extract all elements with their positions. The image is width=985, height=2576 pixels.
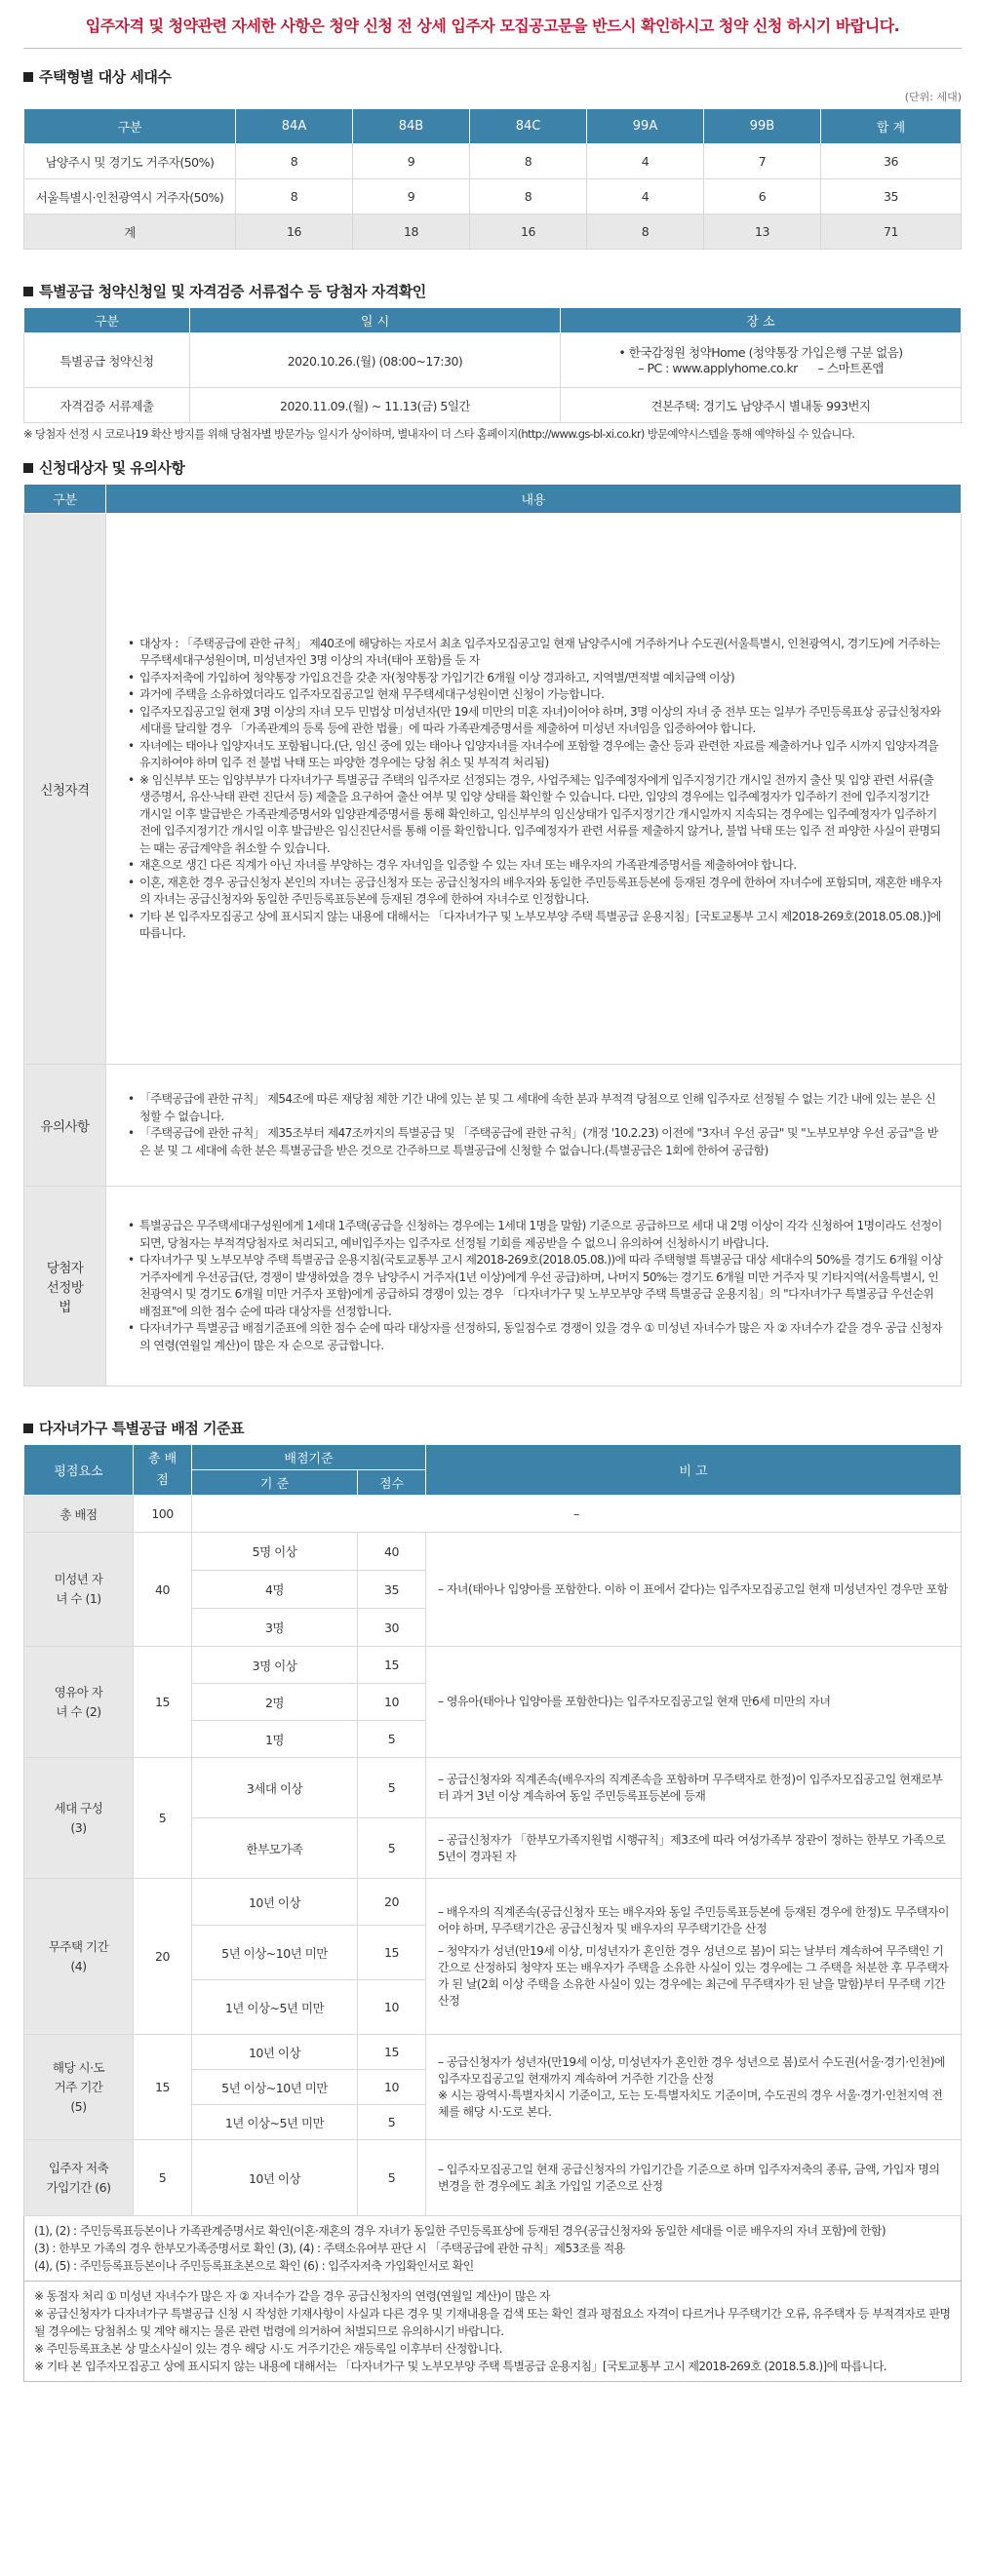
cell: 10년 이상 [192, 1879, 358, 1926]
square-bullet-icon [23, 463, 33, 473]
remark-cell [426, 2035, 962, 2140]
column-header: 내용 [106, 485, 962, 514]
footnote: ※ 주민등록표초본 상 말소사실이 있는 경우 해당 시·도 거주기간은 재등록일 이후부터 산정합니다. [34, 2342, 502, 2356]
cell: 견본주택: 경기도 남양주시 별내동 993번지 [561, 388, 962, 423]
section-title-text: 특별공급 청약신청일 및 자격검증 서류접수 등 당첨자 자격확인 [39, 283, 426, 300]
content-cell [106, 514, 962, 1065]
row-label [24, 1187, 106, 1386]
footnote: (1), (2) : 주민등록표등본이나 가족관계증명서로 확인(이혼·재혼의 경우 자녀가 동일한 주민등록표상에 등재된 경우(공급신청자와 동일한 세대를 이룬 배우자의 자녀 포함)에 한함) [34, 2224, 886, 2238]
factor-text: 영유아 자녀 수 (2) [54, 1684, 103, 1719]
table-row [24, 1496, 962, 1533]
cell: 2명 [192, 1684, 358, 1721]
cell: 8 [236, 144, 353, 179]
cell: 4명 [192, 1571, 358, 1609]
square-bullet-icon [23, 72, 33, 82]
column-header: 합 계 [821, 109, 962, 144]
pc-link[interactable]: – PC : www.applyhome.co.kr [638, 360, 798, 375]
square-bullet-icon [23, 1424, 33, 1433]
table-row [24, 144, 962, 179]
list-item: • 다자녀가구 특별공급 배점기준표에 의한 점수 순에 따라 대상자를 선정하되, 동일점수로 경쟁이 있을 경우 ① 미성년 자녀수가 많은 자 ② 자녀수가 같을 경우 공급 신청자의 연령(연월일 계산)이 많은 자 순으로 공급합니다. [128, 1320, 943, 1354]
remark-line: ※ 시는 광역시·특별자치시 기준이고, 도는 도·특별자치도 기준이며, 수도권의 경우 서울·경기·인천지역 전체를 해당 시·도로 본다. [438, 2088, 943, 2119]
table-header [24, 109, 962, 144]
cell: 20 [358, 1879, 426, 1926]
cell: 15 [358, 1926, 426, 1980]
footnote: ※ 동점자 처리 ① 미성년 자녀수가 많은 자 ② 자녀수가 같을 경우 공급신청자의 연령(연월일 계산)이 많은 자 [34, 2289, 551, 2303]
row-label: 유의사항 [24, 1065, 106, 1187]
cell: 5 [358, 2105, 426, 2140]
table-row [24, 2035, 962, 2070]
factor-cell [24, 1879, 134, 2035]
schedule-table [23, 307, 962, 423]
column-header: 배점기준 [192, 1445, 426, 1470]
covid-note: ※ 당첨자 선정 시 코로나19 확산 방지를 위해 당첨자별 방문가능 일시가 상이하며, 별내자이 더 스타 홈페이지(http://www.gs-bl-xi.co.kr) 방문예약시스템을 통해 예약하실 수 있습니다. [23, 427, 855, 441]
table-header [24, 308, 962, 333]
cell: 1년 이상~5년 미만 [192, 1980, 358, 2035]
cell: 15 [358, 1647, 426, 1684]
table-header [24, 485, 962, 514]
table-total-row [24, 215, 962, 250]
cell: 5 [358, 1818, 426, 1879]
top-notice: 입주자격 및 청약관련 자세한 사항은 청약 신청 전 상세 입주자 모집공고문을 반드시 확인하시고 청약 신청 하시기 바랍니다. [85, 17, 900, 35]
table-row [24, 1533, 962, 1571]
factor-text: 세대 구성 (3) [54, 1800, 103, 1835]
column-header: 99B [704, 109, 821, 144]
square-bullet-icon [23, 287, 33, 296]
factor-text: 입주자 저축 가입기간 (6) [46, 2160, 111, 2195]
cell: 한부모가족 [192, 1818, 358, 1879]
column-header: 구분 [24, 308, 190, 333]
footnote: (4), (5) : 주민등록표등본이나 주민등록표초본으로 확인 (6) : 입주자저축 가입확인서로 확인 [34, 2259, 474, 2273]
cell: 3명 이상 [192, 1647, 358, 1684]
cell: 16 [470, 215, 587, 250]
cell: 35 [821, 179, 962, 215]
section-title [23, 66, 962, 87]
section-title [23, 1418, 962, 1438]
cell: 18 [353, 215, 470, 250]
cell: 10 [358, 1684, 426, 1721]
column-header: 구분 [24, 485, 106, 514]
list-item: • 자녀에는 태아나 입양자녀도 포함됩니다.(단, 임신 중에 있는 태아나 입양자녀를 자녀수에 포함할 경우에는 출산 등과 관련한 자료를 제출하거나 입주 시까지 입양자격을 유지하여야 하며 입주 전 불법 낙태 또는 파양한 경우에는 당첨 취소 및 부적격 처리됨) [128, 738, 943, 772]
cell: 특별공급 청약신청 [24, 333, 190, 388]
factor-cell: 총 배점 [24, 1496, 134, 1533]
place-cell [561, 333, 962, 388]
cell: 5 [358, 1721, 426, 1758]
cell: 9 [353, 144, 470, 179]
factor-text: 미성년 자녀 수 (1) [54, 1572, 103, 1606]
place-line: • 한국감정원 청약Home (청약통장 가입은행 구분 없음) [618, 344, 903, 360]
bullet-list [106, 636, 961, 943]
score-footnotes [23, 2216, 962, 2282]
unit-label: (단위: 세대) [904, 91, 962, 103]
table-row [24, 1879, 962, 1926]
cell: 8 [236, 179, 353, 215]
content-cell [106, 1065, 962, 1187]
app-link[interactable]: – 스마트폰앱 [817, 360, 884, 375]
cell: 10년 이상 [192, 2140, 358, 2216]
bullet-list [106, 1091, 961, 1159]
cell: 5년 이상~10년 미만 [192, 1926, 358, 1980]
table-row [24, 1758, 962, 1818]
cell: 5 [134, 1758, 192, 1879]
cell: 13 [704, 215, 821, 250]
cell: 계 [24, 215, 236, 250]
column-header: 84A [236, 109, 353, 144]
table-row [24, 333, 962, 388]
score-table [23, 1444, 962, 2216]
list-item: • 「주택공급에 관한 규칙」 제54조에 따른 재당첨 제한 기간 내에 있는 분 및 그 세대에 속한 분과 부적격 당첨으로 인해 입주자로 선정될 수 없는 기간 내에 있는 분은 신청할 수 없습니다. [128, 1091, 943, 1125]
household-table [23, 108, 962, 250]
column-header: 구분 [24, 109, 236, 144]
column-header [134, 1445, 192, 1496]
cell: 16 [236, 215, 353, 250]
list-item: • 이혼, 재혼한 경우 공급신청자 본인의 자녀는 공급신청자 또는 공급신청자의 배우자와 동일한 주민등록표등본에 등재된 경우에 한하여 자녀수에 포함되며, 재혼한 배우자의 자녀는 공급신청자와 동일한 주민등록표등본에 등재된 경우에 한하여 자녀수로 인정합니다. [128, 875, 943, 909]
score-notes [23, 2282, 962, 2382]
column-header: 기 준 [192, 1470, 358, 1496]
list-item: • 대상자 : 「주택공급에 관한 규칙」 제40조에 해당하는 자로서 최초 입주자모집공고일 현재 남양주시에 거주하거나 수도권(서울특별시, 인천광역시, 경기도)에 거주하는 무주택세대구성원이며, 미성년자인 3명 이상의 자녀(태아 포함)를 둔 자 [128, 636, 943, 670]
cell: 100 [134, 1496, 192, 1533]
column-header: 84C [470, 109, 587, 144]
remark-cell: – 공급신청자와 직계존속(배우자의 직계존속을 포함하며 무주택자로 한정)이 입주자모집공고일 현재로부터 과거 3년 이상 계속하여 동일 주민등록표등본에 등재 [426, 1758, 962, 1818]
table-row [24, 1065, 962, 1187]
list-item: • 특별공급은 무주택세대구성원에게 1세대 1주택(공급을 신청하는 경우에는 1세대 1명을 말함) 기준으로 공급하므로 세대 내 2명 이상이 각각 신청하여 1명이라도 선정이 되면, 당첨자는 부적격당첨자로 처리되고, 예비입주자는 입주자로 선정될 기회를 제공받을 수 없으니 유의하여 신청하시기 바랍니다. [128, 1218, 943, 1252]
bullet-list [106, 1218, 961, 1354]
cell: 7 [704, 144, 821, 179]
row-label-text: 당첨자 선정방법 [46, 1261, 84, 1315]
cell: 5명 이상 [192, 1533, 358, 1571]
list-item: • 다자녀가구 및 노부모부양 주택 특별공급 운용지침(국토교통부 고시 제2018-269호(2018.05.08.))에 따라 주택형별 특별공급 대상 세대수의 50%를 경기도 6개월 이상 거주자에게 우선공급(단, 경쟁이 발생하였을 경우 남양주시 거주자(1년 이상)에게 우선 공급)하며, 나머지 50%는 경기도 6개월 미만 거주자 및 기타지역(서울특별시, 인천광역시 및 경기도 6개월 미만 거주자 포함)에게 공급하되 경쟁이 있는 경우 「다자녀가구 및 노부모부양 주택 특별공급 운용지침」의 "다자녀가구 특별공급 우선순위 배점표"에 의한 점수 순에 따라 대상자를 선정합니다. [128, 1252, 943, 1320]
cell: 5년 이상~10년 미만 [192, 2070, 358, 2105]
column-header: 점수 [358, 1470, 426, 1496]
factor-text: 해당 시·도 거주 기간 (5) [52, 2059, 105, 2114]
table-row [24, 2140, 962, 2216]
cell: 10 [358, 2070, 426, 2105]
list-item: • 입주자모집공고일 현재 3명 이상의 자녀 모두 민법상 미성년자(만 19세 미만의 미혼 자녀)이어야 하며, 3명 이상의 자녀 중 전부 또는 일부가 주민등록표상 공급신청자와 세대를 달리할 경우 「가족관계의 등록 등에 관한 법률」에 따라 가족관계증명서를 제출하여 미성년 자녀임을 입증하여야 합니다. [128, 704, 943, 738]
cell: 40 [358, 1533, 426, 1571]
table-row [24, 179, 962, 215]
section-title [23, 457, 962, 478]
remark-cell: – 공급신청자가 「한부모가족지원법 시행규칙」제3조에 따라 여성가족부 장관이 정하는 한부모 가족으로 5년이 경과된 자 [426, 1818, 962, 1879]
table-row [24, 1187, 962, 1386]
factor-cell [24, 1533, 134, 1647]
cell: 15 [134, 1647, 192, 1758]
list-item: • 기타 본 입주자모집공고 상에 표시되지 않는 내용에 대해서는 「다자녀가구 및 노부모부양 주택 특별공급 운용지침」[국토교통부 고시 제2018-269호(2018.05.08.)]에 따릅니다. [128, 909, 943, 943]
cell: 서울특별시·인천광역시 거주자(50%) [24, 179, 236, 215]
table-header [24, 1445, 962, 1470]
remark-line: – 배우자의 직계존속(공급신청자 또는 배우자와 동일 주민등록표등본에 등재된 경우에 한정)도 무주택자이어야 하며, 무주택기간은 공급신청자 및 배우자의 무주택기간을 산정 [438, 1904, 949, 1935]
cell: 5 [134, 2140, 192, 2216]
list-item: • 입주자저축에 가입하여 청약통장 가입요건을 갖춘 자(청약통장 가입기간 6개월 이상 경과하고, 지역별/면적별 예치금액 이상) [128, 670, 943, 687]
factor-cell [24, 2035, 134, 2140]
column-header: 장 소 [561, 308, 962, 333]
section-title-text: 다자녀가구 특별공급 배점 기준표 [39, 1420, 245, 1437]
column-header-text: 총 배점 [147, 1451, 177, 1488]
section-title-text: 신청대상자 및 유의사항 [39, 459, 185, 477]
cell: 자격검증 서류제출 [24, 388, 190, 423]
column-header: 일 시 [190, 308, 561, 333]
cell: 15 [134, 2035, 192, 2140]
cell: 30 [358, 1609, 426, 1647]
cell: 3세대 이상 [192, 1758, 358, 1818]
cell: 4 [587, 179, 704, 215]
cell: 8 [470, 144, 587, 179]
table-row [24, 388, 962, 423]
section-title [23, 281, 962, 301]
cell: 5 [358, 1758, 426, 1818]
factor-cell [24, 2140, 134, 2216]
cell: 8 [587, 215, 704, 250]
cell: 5 [358, 2140, 426, 2216]
cell: 4 [587, 144, 704, 179]
footnote: ※ 공급신청자가 다자녀가구 특별공급 신청 시 작성한 기재사항이 사실과 다른 경우 및 기재내용을 검색 또는 확인 결과 평점요소 자격이 다르거나 무주택기간 오류, 유주택자 등 부적격자로 판명될 경우에는 당첨취소 및 계약 해지는 물론 관련 법령에 의거하여 처벌되므로 유의하시기 바랍니다. [34, 2307, 951, 2338]
cell: 10 [358, 1980, 426, 2035]
cell: 9 [353, 179, 470, 215]
list-item: • ※ 임신부부 또는 입양부부가 다자녀가구 특별공급 주택의 입주자로 선정되는 경우, 사업주체는 입주예정자에게 입주지정기간 개시일 전까지 출산 및 입양 관련 서류(출생증명서, 유산·낙태 관련 진단서 등) 제출을 요구하여 출산 여부 및 입양 상태를 확인할 수 있습니다. 다만, 입양의 경우에는 입주예정자가 입주하기 전에 입주지정기간 개시일 이후 발급받은 가족관계증명서와 입양관계증명서를 통해 확인하고, 임신부부의 임신상태가 입주지정기간 개시일까지 지속되는 경우에는 입주예정자가 입주하기 전에 입주지정기간 개시일 이후 발급받은 임신진단서를 통해 이를 확인합니다. 입주예정자가 관련 서류를 제출하지 않거나, 불법 낙태 또는 입주 전 파양한 사실이 판명되는 때는 공급계약을 취소할 수 있습니다. [128, 772, 943, 858]
cell: 2020.11.09.(월) ~ 11.13(금) 5일간 [190, 388, 561, 423]
factor-cell [24, 1647, 134, 1758]
place-line [561, 361, 961, 376]
factor-cell [24, 1758, 134, 1879]
divider [23, 48, 962, 49]
cell: 71 [821, 215, 962, 250]
column-header: 비 고 [426, 1445, 962, 1496]
cell: 35 [358, 1571, 426, 1609]
cell: 8 [470, 179, 587, 215]
cell: 1년 이상~5년 미만 [192, 2105, 358, 2140]
section-title-text: 주택형별 대상 세대수 [39, 68, 172, 86]
remark-line: – 청약자가 성년(만19세 이상, 미성년자가 혼인한 경우 성년으로 봄)이 되는 날부터 계속하여 무주택인 기간으로 산정하되 청약자 또는 배우자가 주택을 소유한 사실이 있는 경우에는 그 주택을 처분한 후 무주택자가 된 날(2회 이상 주택을 소유한 사실이 있는 경우에는 최근에 무주택자가 된 날을 말함)부터 무주택 기간 산정 [438, 1943, 949, 2008]
cell: 10년 이상 [192, 2035, 358, 2070]
eligibility-table [23, 484, 962, 1386]
cell: 40 [134, 1533, 192, 1647]
content-cell [106, 1187, 962, 1386]
column-header: 84B [353, 109, 470, 144]
factor-text: 무주택 기간 (4) [48, 1938, 109, 1973]
footnote: ※ 기타 본 입주자모집공고 상에 표시되지 않는 내용에 대해서는 「다자녀가구 및 노부모부양 주택 특별공급 운용지침」[국토교통부 고시 제2018-269호 (2018.5.8.)]에 따릅니다. [34, 2360, 887, 2373]
cell: 6 [704, 179, 821, 215]
remark-line: – 공급신청자가 성년자(만19세 이상, 미성년자가 혼인한 경우 성년으로 봄)로서 수도권(서울·경기·인천)에 입주자모집공고일 현재까지 계속하여 거주한 기간을 산정 [438, 2054, 945, 2086]
column-header: 99A [587, 109, 704, 144]
cell: 1명 [192, 1721, 358, 1758]
remark-cell: – 입주자모집공고일 현재 공급신청자의 가입기간을 기준으로 하며 입주자저축의 종류, 금액, 가입자 명의 변경을 한 경우에도 최초 가입일 기준으로 산정 [426, 2140, 962, 2216]
list-item: • 과거에 주택을 소유하였더라도 입주자모집공고일 현재 무주택세대구성원이면 신청이 가능합니다. [128, 686, 943, 704]
cell: 2020.10.26.(월) (08:00~17:30) [190, 333, 561, 388]
list-item: • 재혼으로 생긴 다른 직계가 아닌 자녀를 부양하는 경우 자녀임을 입증할 수 있는 자녀 또는 배우자의 가족관계증명서를 제출하여야 합니다. [128, 857, 943, 875]
remark-cell: – 자녀(태아나 입양아를 포함한다. 이하 이 표에서 같다)는 입주자모집공고일 현재 미성년자인 경우만 포함 [426, 1533, 962, 1647]
table-row [24, 514, 962, 1065]
cell: 3명 [192, 1609, 358, 1647]
row-label: 신청자격 [24, 514, 106, 1065]
remark-cell: – 영유아(태아나 입양아를 포함한다)는 입주자모집공고일 현재 만6세 미만의 자녀 [426, 1647, 962, 1758]
cell: – [192, 1496, 962, 1533]
cell: 36 [821, 144, 962, 179]
table-row [24, 1647, 962, 1684]
remark-cell [426, 1879, 962, 2035]
footnote: (3) : 한부모 가족의 경우 한부모가족증명서로 확인 (3), (4) : 주택소유여부 판단 시 「주택공급에 관한 규칙」제53조를 적용 [34, 2242, 625, 2255]
list-item: • 「주택공급에 관한 규칙」 제35조부터 제47조까지의 특별공급 및 「주택공급에 관한 규칙」(개정 '10.2.23) 이전에 "3자녀 우선 공급" 및 "노부모부양 우선 공급"을 받은 분 및 그 세대에 속한 분은 특별공급을 받은 것으로 간주하므로 특별공급에 신청할 수 없습니다.(특별공급은 1회에 한하여 공급함) [128, 1125, 943, 1159]
cell: 남양주시 및 경기도 거주자(50%) [24, 144, 236, 179]
cell: 15 [358, 2035, 426, 2070]
column-header: 평점요소 [24, 1445, 134, 1496]
cell: 20 [134, 1879, 192, 2035]
